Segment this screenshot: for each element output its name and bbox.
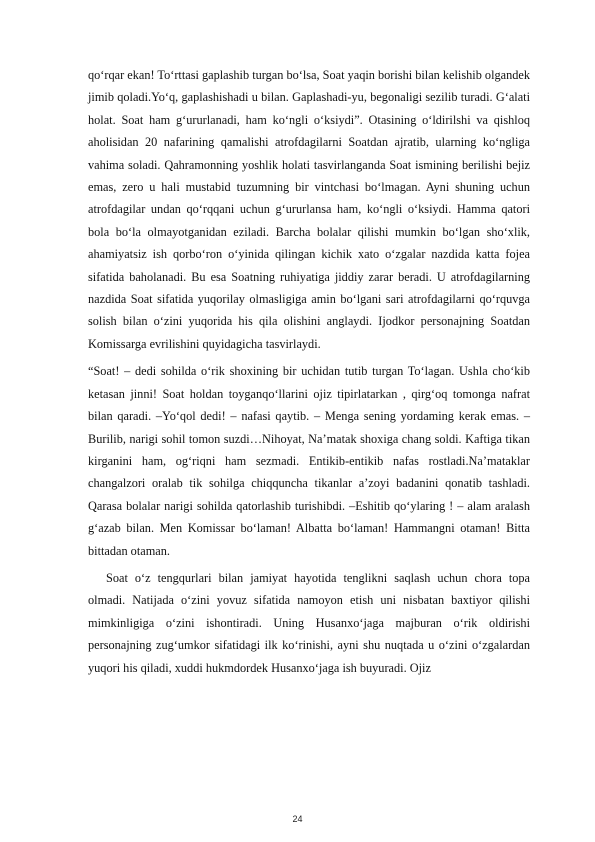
paragraph-2: “Soat! – dedi sohilda o‘rik shoxining bir uchidan tutib turgan To‘lagan. Ushla cho‘kib ketasan jinni! Soat holdan toyganqo‘llarini ojiz tipirlatarkan , qirg‘oq tomonga nafrat bilan qaradi. –Yo‘qol dedi! – nafasi qaytib. – Menga sening yordaming kerak emas. –Burilib, narigi sohil tomon suzdi…Nihoyat, Na’matak shoxiga chang soldi. Kaftiga tikan kirganini ham, og‘riqni ham sezmadi. Entikib-entikib nafas rostladi.Na’mataklar changalzori oralab tik sohilga chiqquncha tikanlar a’zoyi badanini qonatib tashladi. Qarasa bolalar narigi sohilda qatorlashib turishibdi. –Eshitib qo‘ylaring ! – alam aralash g‘azab bilan. Men Komissar bo‘laman! Albatta bo‘laman! Hammangni otaman! Bitta bittadan otaman. xyxy=(88,364,530,558)
paragraph-1: qo‘rqar ekan! To‘rttasi gaplashib turgan bo‘lsa, Soat yaqin borishi bilan kelishib olgandek jimib qoladi.Yo‘q, gaplashishadi u bilan. Gaplashadi-yu, begonaligi sezilib turadi. G‘alati holat. Soat ham g‘ururlanadi, ham ko‘ngli o‘ksiydi”. Otasining o‘ldirilshi va qishloq aholisidan 20 nafarining qamalishi atrofdagilarni Soatdan ajratib, ularning ko‘ngliga vahima soladi. Qahramonning yoshlik holati tasvirlanganda Soat ismining berilishi bejiz emas, zero u hali mustabid tuzumning bir vintchasi bo‘lmagan. Ayni shuning uchun atrofdagilar undan qo‘rqqani uchun g‘ururlansa ham, ko‘ngli o‘ksiydi. Hamma qatori bola bo‘la olmayotganidan eziladi. Barcha bolalar qilishi mumkin bo‘lgan sho‘xlik, ahamiyatsiz ish qorbo‘ron o‘yinida qilingan kichik xato o‘zgalar nazdida katta fojea sifatida baholanadi. Bu esa Soatning ruhiyatiga jiddiy zarar beradi. U atrofdagilarning nazdida Soat sifatida yuqorilay olmasligiga amin bo‘lgani sari atrofdagilarni qo‘rquvga solish bilan o‘zini yuqorida his qila olishini anglaydi. Ijodkor personajning Soatdan Komissarga evrilishini quyidagicha tasvirlaydi. xyxy=(88,68,530,351)
paragraph-3: Soat o‘z tengqurlari bilan jamiyat hayotida tenglikni saqlash uchun chora topa olmadi. Natijada o‘zini yovuz sifatida namoyon etish uni nisbatan baxtiyor qilishi mimkinligiga o‘zini ishontiradi. Uning Husanxo‘jaga majburan o‘rik oldirishi personajning zug‘umkor sifatidagi ilk ko‘rinishi, ayni shu nuqtada u o‘zini o‘zgalardan yuqori his qiladi, xuddi hukmdordek Husanxo‘jaga ish buyuradi. Ojiz xyxy=(88,570,530,675)
page-number: 24 xyxy=(292,814,303,824)
document-page xyxy=(88,64,530,679)
